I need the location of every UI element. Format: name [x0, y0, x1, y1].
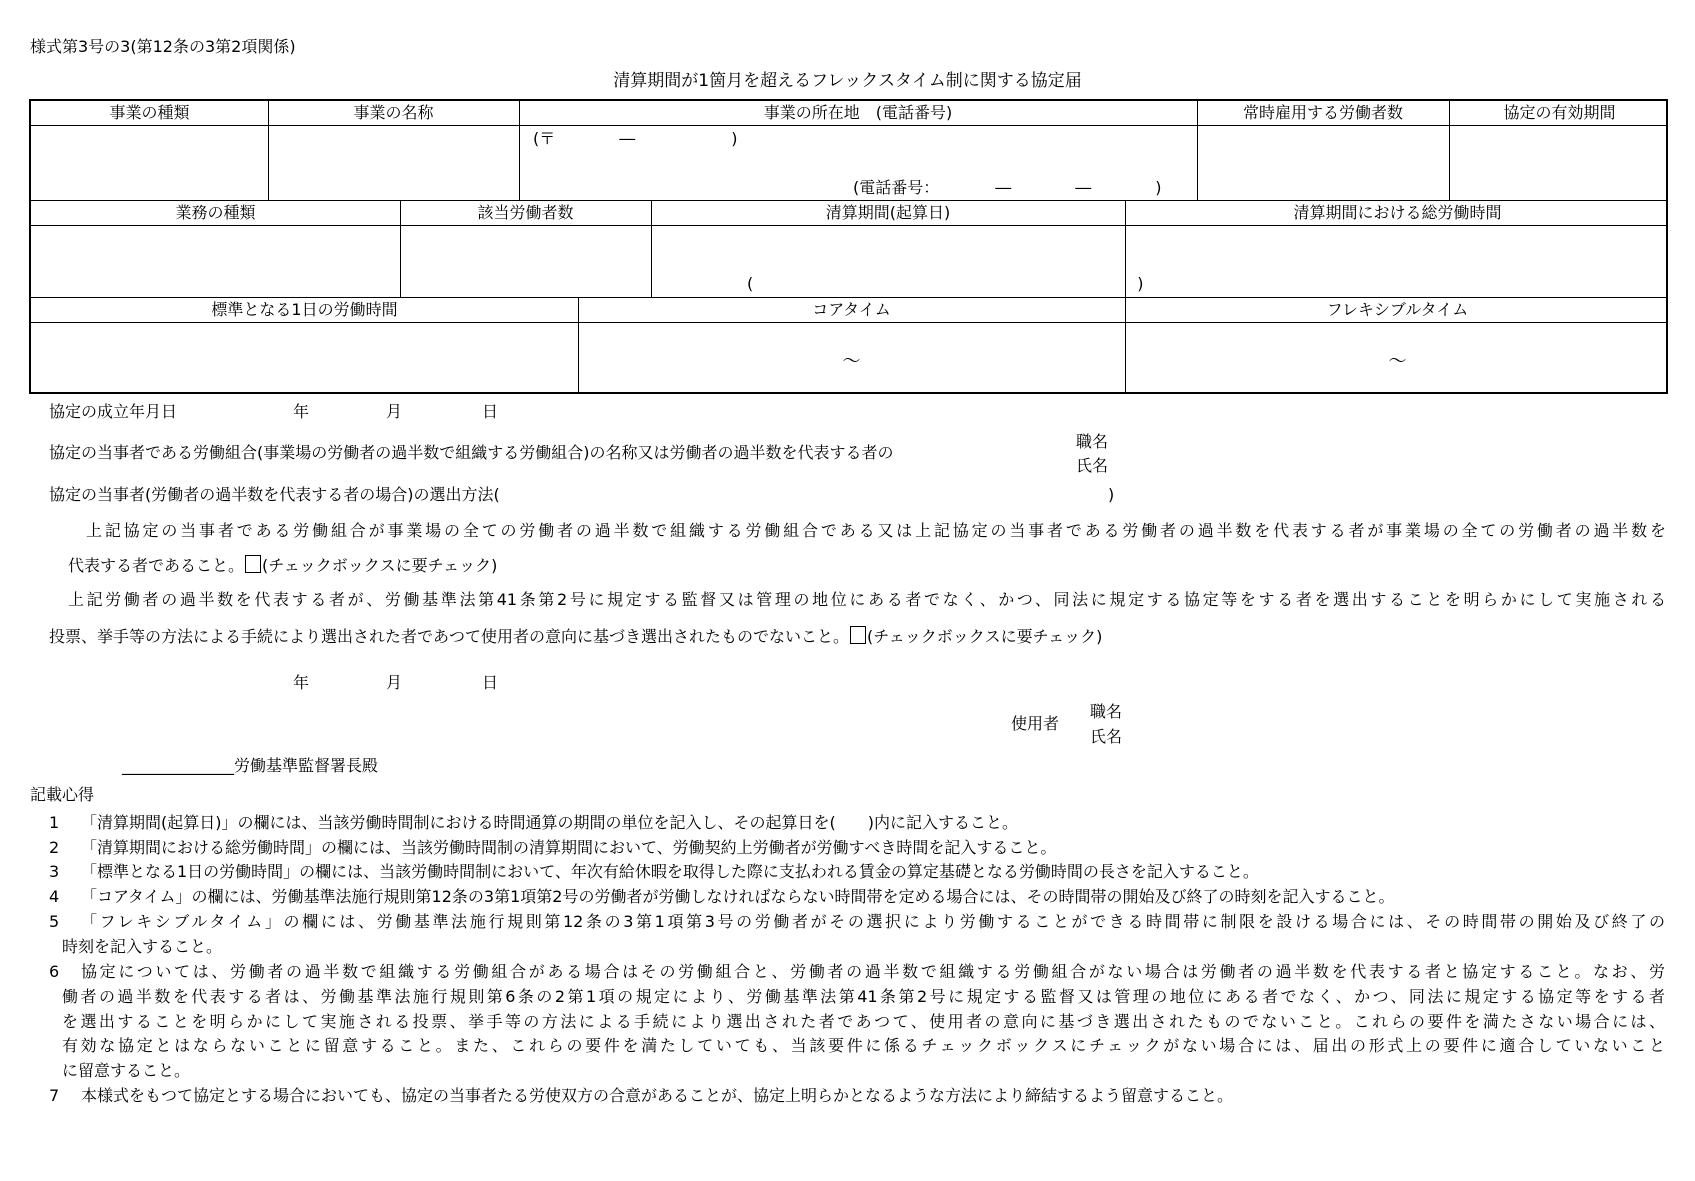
- selection-method-label: 協定の当事者(労働者の過半数を代表する者の場合)の選出方法(: [49, 485, 500, 504]
- note-line: 「フレキシブルタイム」の欄には、労働基準法施行規則第12条の3第1項第3号の労働者がその選択により労働することができる時間帯に制限を設ける場合には、その時間帯の開始及び終了の: [81, 912, 1665, 931]
- note-number: 7: [49, 1086, 60, 1105]
- note-number: 5: [49, 912, 60, 931]
- header-business-location: 事業の所在地 (電話番号): [763, 103, 953, 122]
- notes-title: 記載心得: [30, 785, 95, 804]
- header-validity-period: 協定の有効期間: [1503, 103, 1616, 122]
- note-number: 1: [49, 813, 60, 832]
- party-job-title-label: 職名: [1076, 432, 1109, 451]
- note-line: 時刻を記入すること。: [62, 937, 223, 956]
- declaration-2-text: 投票、挙手等の方法による手続により選出された者であつて使用者の意向に基づき選出されたものでないこと。: [49, 627, 850, 646]
- header-core-time: コアタイム: [812, 300, 891, 319]
- agreement-month: 月: [386, 402, 403, 421]
- party-name-label: 氏名: [1076, 456, 1109, 475]
- note-line: 「清算期間(起算日)」の欄には、当該労働時間制における時間通算の期間の単位を記入し、その起算日を( )内に記入すること。: [81, 813, 1018, 832]
- note-number: 6: [49, 962, 60, 981]
- agreement-table: [29, 99, 1668, 394]
- labor-office-addressee: ______________労働基準監督署長殿: [122, 756, 379, 775]
- declaration-2-line2: [49, 626, 1102, 647]
- divider: [31, 322, 1666, 323]
- header-flexible-time: フレキシブルタイム: [1326, 300, 1469, 319]
- declaration-1-line1: 上記協定の当事者である労働組合が事業場の全ての労働者の過半数で組織する労働組合である又は上記協定の当事者である労働者の過半数を代表する者が事業場の全ての労働者の過半数を: [86, 521, 1666, 540]
- note-line: 協定については、労働者の過半数で組織する労働組合がある場合はその労働組合と、労働者の過半数で組織する労働組合がない場合は労働者の過半数を代表する者と協定すること。なお、労: [81, 962, 1665, 981]
- note-number: 4: [49, 887, 60, 906]
- declaration-1-text: 代表する者であること。: [68, 556, 245, 575]
- note-line: 働者の過半数を代表する者は、労働基準法施行規則第6条の2第1項の規定により、労働基準法第41条第2号に規定する監督又は管理の地位にある者でなく、かつ、同法に規定する協定等をする者: [62, 987, 1665, 1006]
- employer-job-title-label: 職名: [1090, 702, 1123, 721]
- party-label: 協定の当事者である労働組合(事業場の労働者の過半数で組織する労働組合)の名称又は労働者の過半数を代表する者の: [49, 443, 894, 462]
- note-line: を選出することを明らかにして実施される投票、挙手等の方法による手続により選出された者であつて、使用者の意向に基づき選出されたものでないこと。これらの要件を満たさない場合には、: [62, 1012, 1665, 1031]
- phone-number-field[interactable]: (電話番号： ― ― ): [853, 178, 1162, 197]
- agreement-day: 日: [482, 402, 499, 421]
- submit-year: 年: [293, 673, 310, 692]
- divider: [31, 125, 1666, 126]
- checkbox-2[interactable]: [850, 626, 866, 644]
- checkbox-1[interactable]: [245, 555, 261, 573]
- page-title: 清算期間が1箇月を超えるフレックスタイム制に関する協定届: [613, 71, 1082, 91]
- header-business-type: 事業の種類: [109, 103, 190, 122]
- checkbox-2-label: (チェックボックスに要チェック): [867, 627, 1103, 646]
- submit-day: 日: [482, 673, 499, 692]
- header-work-type: 業務の種類: [175, 203, 256, 222]
- employer-label: 使用者: [1011, 714, 1060, 733]
- header-applicable-workers: 該当労働者数: [477, 203, 574, 222]
- declaration-1-line2: [68, 555, 497, 576]
- note-line: 本様式をもつて協定とする場合においても、協定の当事者たる労使双方の合意があることが、協定上明らかとなるような方法により締結するよう留意すること。: [81, 1086, 1234, 1105]
- flexible-time-tilde: ～: [1388, 351, 1407, 372]
- header-employee-count: 常時雇用する労働者数: [1242, 103, 1403, 122]
- postal-code-field[interactable]: (〒 ― ): [533, 129, 738, 148]
- form-number: 様式第3号の3(第12条の3第2項関係): [30, 37, 296, 56]
- note-line: 有効な協定とはならないことに留意すること。また、これらの要件を満たしていても、当該要件に係るチェックボックスにチェックがない場合には、届出の形式上の要件に適合していないこと: [62, 1036, 1665, 1055]
- header-standard-daily-hours: 標準となる1日の労働時間: [211, 300, 398, 319]
- core-time-tilde: ～: [842, 351, 861, 372]
- note-number: 3: [49, 862, 60, 881]
- note-line: 「清算期間における総労働時間」の欄には、当該労働時間制の清算期間において、労働契約上労働者が労働すべき時間を記入すること。: [81, 838, 1057, 857]
- submit-month: 月: [386, 673, 403, 692]
- header-business-name: 事業の名称: [353, 103, 434, 122]
- agreement-year: 年: [293, 402, 310, 421]
- note-line: 「標準となる1日の労働時間」の欄には、当該労働時間制において、年次有給休暇を取得した際に支払われる賃金の算定基礎となる労働時間の長さを記入すること。: [81, 862, 1259, 881]
- header-total-working-hours: 清算期間における総労働時間: [1293, 203, 1502, 222]
- agreement-date-label: 協定の成立年月日: [49, 402, 178, 421]
- employer-name-label: 氏名: [1090, 727, 1123, 746]
- divider: [31, 225, 1666, 226]
- note-number: 2: [49, 838, 60, 857]
- selection-method-close: ): [1108, 485, 1115, 504]
- declaration-2-line1: 上記労働者の過半数を代表する者が、労働基準法第41条第2号に規定する監督又は管理の地位にある者でなく、かつ、同法に規定する協定等をする者を選出することを明らかにして実施される: [68, 590, 1666, 609]
- note-line: 「コアタイム」の欄には、労働基準法施行規則第12条の3第1項第2号の労働者が労働しなければならない時間帯を定める場合には、その時間帯の開始及び終了の時刻を記入すること。: [81, 887, 1395, 906]
- note-line: に留意すること。: [62, 1061, 191, 1080]
- header-settlement-period: 清算期間(起算日): [825, 203, 951, 222]
- start-date-field[interactable]: ( ): [747, 274, 1144, 293]
- checkbox-1-label: (チェックボックスに要チェック): [262, 556, 498, 575]
